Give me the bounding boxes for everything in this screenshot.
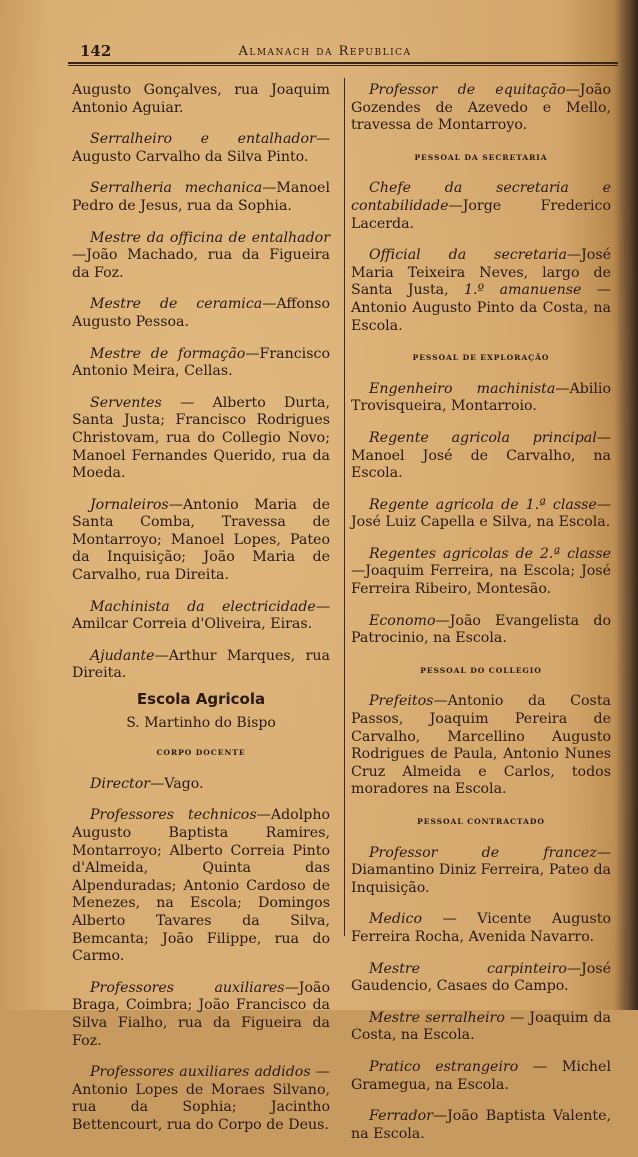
entry-text: —Jorge Frederico Lacerda. [351,197,611,232]
list-item [351,1059,611,1094]
subheading-contractado: PESSOAL CONTRACTADO [417,817,545,826]
header-rule [68,62,618,66]
entry-role: Regente agricola principal [369,429,597,446]
left-column [72,82,330,1135]
entry-role: Professores technicos [90,807,257,824]
entry-text: —Adolpho Augusto Baptista Ramires, Montarroyo; Alberto Correia Pinto d'Almeida, Quinta das Alpenduradas; Antonio Cardoso de Menezes, na Escola; Domingos Alberto Tavares da Silva, Bemcanta; João Filippe, rua do Carmo. [72,807,330,965]
entry-text: —Affonso Augusto Pessoa. [72,296,330,330]
entry-text: —Amilcar Correia d'Oliveira, Eiras. [72,598,330,633]
entry-role: Mestre de formação [90,345,246,362]
page-header [0,38,638,60]
list-item [351,430,611,483]
section-title: Escola Agricola [136,690,266,709]
entry-role: Director [90,775,151,792]
list-item [351,613,611,648]
entry-role: Engenheiro machinista [369,380,556,397]
entry-role: Professor de equitação [369,82,566,98]
entry-text: —Abilio Trovisqueira, Montarroio. [351,380,611,415]
entry-text: —João Evangelista do Patrocinio, na Escola. [351,612,611,647]
entry-role-secondary: 1.º amanuense [464,282,582,299]
entry-role: Regentes agricolas de 2.ª classe [369,545,611,562]
list-item [351,381,611,416]
list-item [351,961,611,996]
entry-text: —Vago. [150,775,204,792]
entry-role: Ferrador [369,1108,433,1125]
entry-role: Official da secretaria [369,247,567,264]
entry-text: —Francisco Antonio Meira, Cellas. [72,345,330,380]
entry-text: —Antonio Maria de Santa Comba, Travessa de Montarroyo; Manoel Lopes, Pateo da Inquisição; João Maria de Carvalho, rua Direita. [72,496,330,584]
list-item [351,180,611,233]
entry-role: Regente agricola de 1.ª classe [369,496,597,513]
list-item [72,1064,330,1134]
page-edge-shadow [616,0,638,1010]
entry-text: —João Gozendes de Azevedo e Mello, travessa de Montarroyo. [351,82,611,134]
list-item [72,497,330,585]
list-item [351,911,611,946]
entry-text: —José Gaudencio, Casaes do Campo. [351,960,611,995]
continued-entry: Augusto Gonçalves, rua Joaquim Antonio Aguiar. [72,82,330,116]
entry-text: —Diamantino Diniz Ferreira, Pateo da Inquisição. [351,844,611,896]
entry-text: —José Luiz Capella e Silva, na Escola. [351,496,611,531]
list-item [351,693,611,799]
list-item [351,1108,611,1143]
entry-text: —João Machado, rua da Figueira da Foz. [72,247,330,281]
entry-text-secondary: — Antonio Augusto Pinto da Costa, na Escola. [351,282,611,334]
entry-role: Prefeitos [369,693,434,710]
entry-role: Mestre da officina de entalhador [90,229,330,246]
right-column [351,82,611,1157]
entry-role: Serventes [90,394,162,411]
list-item [72,395,330,483]
list-item [72,230,330,283]
list-item [72,131,330,166]
subheading-collegio: PESSOAL DO COLLEGIO [420,665,542,675]
list-item [72,776,330,794]
entry-role: Economo [369,612,436,629]
entry-text: — Michel Gramegua, na Escola. [351,1058,611,1093]
entry-text: —Arthur Marques, rua Direita. [72,647,330,682]
subheading-exploracao: PESSOAL DE EXPLORAÇÃO [412,353,550,363]
entry-text: — Alberto Durta, Santa Justa; Francisco Rodrigues Christovam, rua do Collegio Novo; Manoel Fernandes Querido, rua da Moeda. [72,394,330,482]
subheading-corpo-docente: CORPO DOCENTE [156,748,246,758]
entry-role: Mestre de ceramica [90,296,263,313]
entry-text: —Manoel Pedro de Jesus, rua da Sophia. [72,180,330,214]
entry-role: Chefe da secretaria e contabilidade [351,180,611,214]
list-item [351,82,611,135]
entry-role: Machinista da electricidade [90,598,316,615]
list-item [351,845,611,898]
list-item [72,980,330,1050]
entry-role: Serralheiro e entalhador [90,131,316,148]
entry-text: —Manoel José de Carvalho, na Escola. [351,429,611,482]
subheading-secretaria: PESSOAL DA SECRETARIA [414,152,548,162]
list-item [72,648,330,683]
entry-role: Professores auxiliares [90,979,285,996]
entry-text: —Antonio da Costa Passos, Joaquim Pereira de Carvalho, Marcellino Augusto Rodrigues de Paula, Antonio Nunes Cruz Almeida e Carlos, todos moradores na Escola. [351,693,611,798]
entry-role: Mestre carpinteiro [369,960,567,977]
entry-role: Pratico estrangeiro [369,1058,519,1075]
entry-text: —João Braga, Coimbra; João Francisco da Silva Fialho, rua da Figueira da Foz. [72,979,330,1049]
entry-text: — Joaquim da Costa, na Escola. [351,1009,612,1044]
entry-text: —Joaquim Ferreira, na Escola; José Ferreira Ribeiro, Montesão. [351,563,611,598]
list-item [72,599,330,634]
running-title: Almanach da Republica [238,44,412,59]
entry-text: —José Maria Teixeira Neves, largo de Santa Justa, [351,247,611,299]
entry-text: —Augusto Carvalho da Silva Pinto. [72,131,330,165]
entry-text: — Antonio Lopes de Moraes Silvano, rua da Sophia; Jacintho Bettencourt, rua do Corpo de Deus. [72,1064,330,1133]
list-item [351,497,611,532]
list-item [72,346,330,381]
section-subtitle: S. Martinho do Bispo [126,714,276,731]
page-number: 142 [80,42,112,60]
entry-role: Mestre serralheiro [369,1009,505,1026]
entry-role: Ajudante [90,647,155,664]
list-item [72,180,330,215]
entry-role: Jornaleiros [90,496,169,513]
entry-role: Serralheria mechanica [90,180,263,197]
column-divider [344,78,345,936]
list-item [72,807,330,965]
entry-text: —João Baptista Valente, na Escola. [351,1108,611,1142]
list-item [72,296,330,331]
list-item [351,1010,611,1045]
entry-role: Professores auxiliares addidos [90,1064,311,1081]
entry-role: Professor de francez [369,844,597,861]
list-item [351,546,611,599]
entry-role: Medico [369,911,423,928]
entry-text: — Vicente Augusto Ferreira Rocha, Avenida Navarro. [351,911,611,945]
list-item [351,247,611,335]
